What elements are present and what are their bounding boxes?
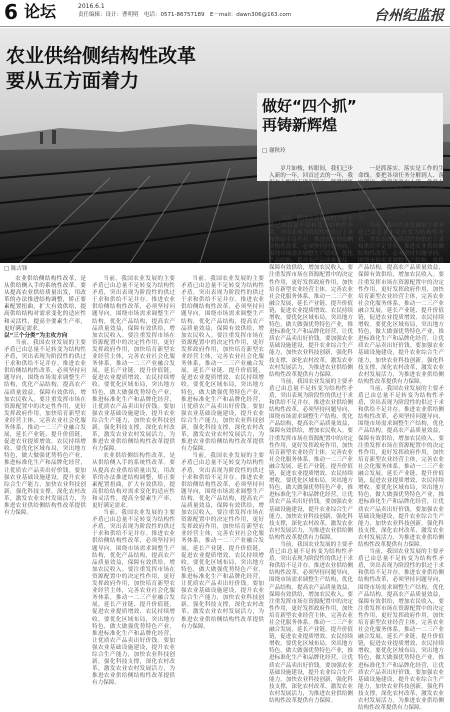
side-headline-line-2: 再铸新辉煌 — [262, 116, 338, 134]
side-column-1 — [269, 166, 353, 705]
editor-contact-line: 责任编辑：设计：曹明明 电话：0571-86757189 E－mail：dawn306@163.com — [78, 12, 292, 18]
col2-body-paragraph-3: 当前，我国农业发展的主要矛盾已由总量不足转变为结构性矛盾，突出表现为阶段性的供过于求和供给不足并存。推进农业供给侧结构性改革，必须坚持问题导向，围绕市场需求调整生产结构，优化产品结构，提高农产品质量效益，保障有效供给，增加农民收入。要注重发挥市场在资源配置中的决定性作用，更好发挥政府作用，加快培育新型农业经营主体，完善农业社会化服务体系，推动一二三产业融合发展，延长产业链、提升价值链，促进农业提质增效、农民持续增收。要优化区域布局，突出地方特色，做大做强优势特色产业，推进标准化生产和品牌化经营，让优质农产品卖出好价钱。要加强农业基础设施建设，提升农业综合生产能力，加快农业科技创新，强化科技支撑，深化农村改革，激发农业农村发展活力，为推进农业供给侧结构性改革提供有力保障。 — [92, 510, 175, 687]
article-column-3 — [181, 276, 264, 636]
main-byline: □ 陈吉锋 — [4, 266, 28, 272]
col2-body-paragraph: 当前，我国农业发展的主要矛盾已由总量不足转变为结构性矛盾，突出表现为阶段性的供过于求和供给不足并存。推进农业供给侧结构性改革，必须坚持问题导向，围绕市场需求调整生产结构，优化产品结构，提高农产品质量效益，保障有效供给，增加农民收入。要注重发挥市场在资源配置中的决定性作用，更好发挥政府作用，加快培育新型农业经营主体，完善农业社会化服务体系，推动一二三产业融合发展，延长产业链、提升价值链，促进农业提质增效、农民持续增收。要优化区域布局，突出地方特色，做大做强优势特色产业，推进标准化生产和品牌化经营，让优质农产品卖出好价钱。要加强农业基础设施建设，提升农业综合生产能力，加快农业科技创新，强化科技支撑，深化农村改革，激发农业农村发展活力，为推进农业供给侧结构性改革提供有力保障。 — [92, 276, 175, 453]
col3-body-paragraph: 当前，我国农业发展的主要矛盾已由总量不足转变为结构性矛盾，突出表现为阶段性的供过于求和供给不足并存。推进农业供给侧结构性改革，必须坚持问题导向，围绕市场需求调整生产结构，优化产品结构，提高农产品质量效益，保障有效供给，增加农民收入。要注重发挥市场在资源配置中的决定性作用，更好发挥政府作用，加快培育新型农业经营主体，完善农业社会化服务体系，推动一二三产业融合发展，延长产业链、提升价值链，促进农业提质增效、农民持续增收。要优化区域布局，突出地方特色，做大做强优势特色产业，推进标准化生产和品牌化经营，让优质农产品卖出好价钱。要加强农业基础设施建设，提升农业综合生产能力，加快农业科技创新，强化科技支撑，深化农村改革，激发农业农村发展活力，为推进农业供给侧结构性改革提供有力保障。 — [181, 276, 264, 453]
newspaper-brand: 台州纪监报 — [374, 8, 444, 24]
side-col2-lead-paragraph: 一是抓落实。落实是工作的生命线。要把各项任务分解到人、落实到岗，做到事事有人管、件件有着落。二是抓创新。创新是发展的不竭动力，要敢于打破常规，善于探索新路子，以创新的思路推动工作开展。三是抓队伍。四是抓作风。 — [358, 166, 444, 222]
side-headline — [262, 97, 357, 135]
side-col2-body-paragraph-2: 当前，我国农业发展的主要矛盾已由总量不足转变为结构性矛盾，突出表现为阶段性的供过于求和供给不足并存。推进农业供给侧结构性改革，必须坚持问题导向，围绕市场需求调整生产结构，优化产品结构，提高农产品质量效益，保障有效供给，增加农民收入。要注重发挥市场在资源配置中的决定性作用，更好发挥政府作用，加快培育新型农业经营主体，完善农业社会化服务体系，推动一二三产业融合发展，延长产业链、提升价值链，促进农业提质增效、农民持续增收。要优化区域布局，突出地方特色，做大做强优势特色产业，推进标准化生产和品牌化经营，让优质农产品卖出好价钱。要加强农业基础设施建设，提升农业综合生产能力，加快农业科技创新，强化科技支撑，深化农村改革，激发农业农村发展活力，为推进农业供给侧结构性改革提供有力保障。 — [358, 385, 444, 548]
headline-line-1: 农业供给侧结构性改革 — [6, 45, 197, 67]
side-lead-paragraph: 岁月如梭，转眼间，我们已步入新的一年。回首过去的一年，我们在上级的正确领导下，紧紧围绕中心工作，抓落实、抓创新、抓队伍、抓作风，各项工作取得了新的成绩。站在新的起点上，我们要做好“四个抓”，再铸新辉煌。 — [269, 166, 353, 215]
headline-line-2: 要从五方面着力 — [6, 70, 140, 92]
side-body-paragraph-2: 当前，我国农业发展的主要矛盾已由总量不足转变为结构性矛盾，突出表现为阶段性的供过于求和供给不足并存。推进农业供给侧结构性改革，必须坚持问题导向，围绕市场需求调整生产结构，优化产品结构，提高农产品质量效益，保障有效供给，增加农民收入。要注重发挥市场在资源配置中的决定性作用，更好发挥政府作用，加快培育新型农业经营主体，完善农业社会化服务体系，推动一二三产业融合发展，延长产业链、提升价值链，促进农业提质增效、农民持续增收。要优化区域布局，突出地方特色，做大做强优势特色产业，推进标准化生产和品牌化经营，让优质农产品卖出好价钱。要加强农业基础设施建设，提升农业综合生产能力，加快农业科技创新，强化科技支撑，深化农村改革，激发农业农村发展活力，为推进农业供给侧结构性改革提供有力保障。 — [269, 378, 353, 541]
page-number: 6 — [4, 0, 18, 24]
article-column-1 — [4, 276, 86, 636]
side-column-2 — [358, 166, 444, 712]
side-col2-body-paragraph: 当前，我国农业发展的主要矛盾已由总量不足转变为结构性矛盾，突出表现为阶段性的供过于求和供给不足并存。推进农业供给侧结构性改革，必须坚持问题导向，围绕市场需求调整生产结构，优化产品结构，提高农产品质量效益，保障有效供给，增加农民收入。要注重发挥市场在资源配置中的决定性作用，更好发挥政府作用，加快培育新型农业经营主体，完善农业社会化服务体系，推动一二三产业融合发展，延长产业链、提升价值链，促进农业提质增效、农民持续增收。要优化区域布局，突出地方特色，做大做强优势特色产业，推进标准化生产和品牌化经营，让优质农产品卖出好价钱。要加强农业基础设施建设，提升农业综合生产能力，加快农业科技创新，强化科技支撑，深化农村改革，激发农业农村发展活力，为推进农业供给侧结构性改革提供有力保障。 — [358, 222, 444, 385]
masthead — [0, 0, 450, 27]
col2-body-paragraph-2: 农业供给侧结构性改革，是从供给侧入手的系统性改革。要从提高农业供给质量出发，用改革的办法推进结构调整，矫正要素配置扭曲，扩大有效供给，提高供给结构对需求变化的适应性和灵活性，提高全要素生产率，更好满足需求。 — [92, 453, 175, 509]
col1-body-paragraph: 当前，我国农业发展的主要矛盾已由总量不足转变为结构性矛盾，突出表现为阶段性的供过于求和供给不足并存。推进农业供给侧结构性改革，必须坚持问题导向，围绕市场需求调整生产结构，优化产品结构，提高农产品质量效益，保障有效供给，增加农民收入。要注重发挥市场在资源配置中的决定性作用，更好发挥政府作用，加快培育新型农业经营主体，完善农业社会化服务体系，推动一二三产业融合发展，延长产业链、提升价值链，促进农业提质增效、农民持续增收。要优化区域布局，突出地方特色，做大做强优势特色产业，推进标准化生产和品牌化经营，让优质农产品卖出好价钱。要加强农业基础设施建设，提升农业综合生产能力，加快农业科技创新，强化科技支撑，深化农村改革，激发农业农村发展活力，为推进农业供给侧结构性改革提供有力保障。 — [4, 339, 86, 517]
section-title: 论坛 — [24, 2, 57, 21]
col1-subheading: 以“三个分类”为主攻方向 — [4, 332, 68, 339]
article-column-2 — [92, 276, 175, 687]
side-body-paragraph-3: 当前，我国农业发展的主要矛盾已由总量不足转变为结构性矛盾，突出表现为阶段性的供过于求和供给不足并存。推进农业供给侧结构性改革，必须坚持问题导向，围绕市场需求调整生产结构，优化产品结构，提高农产品质量效益，保障有效供给，增加农民收入。要注重发挥市场在资源配置中的决定性作用，更好发挥政府作用，加快培育新型农业经营主体，完善农业社会化服务体系，推动一二三产业融合发展，延长产业链、提升价值链，促进农业提质增效、农民持续增收。要优化区域布局，突出地方特色，做大做强优势特色产业，推进标准化生产和品牌化经营，让优质农产品卖出好价钱。要加强农业基础设施建设，提升农业综合生产能力，加快农业科技创新，强化科技支撑，深化农村改革，激发农业农村发展活力，为推进农业供给侧结构性改革提供有力保障。 — [269, 541, 353, 705]
col1-lead-paragraph: 农业供给侧结构性改革，是从供给侧入手的系统性改革。要从提高农业供给质量出发，用改革的办法推进结构调整，矫正要素配置扭曲，扩大有效供给，提高供给结构对需求变化的适应性和灵活性，提高全要素生产率，更好满足需求。 — [4, 276, 86, 332]
side-headline-line-1: 做好“四个抓” — [262, 97, 357, 115]
side-body-paragraph: 当前，我国农业发展的主要矛盾已由总量不足转变为结构性矛盾，突出表现为阶段性的供过于求和供给不足并存。推进农业供给侧结构性改革，必须坚持问题导向，围绕市场需求调整生产结构，优化产品结构，提高农产品质量效益，保障有效供给，增加农民收入。要注重发挥市场在资源配置中的决定性作用，更好发挥政府作用，加快培育新型农业经营主体，完善农业社会化服务体系，推动一二三产业融合发展，延长产业链、提升价值链，促进农业提质增效、农民持续增收。要优化区域布局，突出地方特色，做大做强优势特色产业，推进标准化生产和品牌化经营，让优质农产品卖出好价钱。要加强农业基础设施建设，提升农业综合生产能力，加快农业科技创新，强化科技支撑，深化农村改革，激发农业农村发展活力，为推进农业供给侧结构性改革提供有力保障。 — [269, 215, 353, 378]
issue-date: 2016.6.1 — [78, 3, 105, 10]
col3-body-paragraph-2: 当前，我国农业发展的主要矛盾已由总量不足转变为结构性矛盾，突出表现为阶段性的供过于求和供给不足并存。推进农业供给侧结构性改革，必须坚持问题导向，围绕市场需求调整生产结构，优化产品结构，提高农产品质量效益，保障有效供给，增加农民收入。要注重发挥市场在资源配置中的决定性作用，更好发挥政府作用，加快培育新型农业经营主体，完善农业社会化服务体系，推动一二三产业融合发展，延长产业链、提升价值链，促进农业提质增效、农民持续增收。要优化区域布局，突出地方特色，做大做强优势特色产业，推进标准化生产和品牌化经营，让优质农产品卖出好价钱。要加强农业基础设施建设，提升农业综合生产能力，加快农业科技创新，强化科技支撑，深化农村改革，激发农业农村发展活力，为推进农业供给侧结构性改革提供有力保障。 — [181, 453, 264, 630]
main-headline — [6, 44, 196, 94]
side-byline: □ 谢秋玲 — [262, 148, 286, 154]
side-col2-body-paragraph-3: 当前，我国农业发展的主要矛盾已由总量不足转变为结构性矛盾，突出表现为阶段性的供过于求和供给不足并存。推进农业供给侧结构性改革，必须坚持问题导向，围绕市场需求调整生产结构，优化产品结构，提高农产品质量效益，保障有效供给，增加农民收入。要注重发挥市场在资源配置中的决定性作用，更好发挥政府作用，加快培育新型农业经营主体，完善农业社会化服务体系，推动一二三产业融合发展，延长产业链、提升价值链，促进农业提质增效、农民持续增收。要优化区域布局，突出地方特色，做大做强优势特色产业，推进标准化生产和品牌化经营，让优质农产品卖出好价钱。要加强农业基础设施建设，提升农业综合生产能力，加快农业科技创新，强化科技支撑，深化农村改革，激发农业农村发展活力，为推进农业供给侧结构性改革提供有力保障。 — [358, 549, 444, 712]
